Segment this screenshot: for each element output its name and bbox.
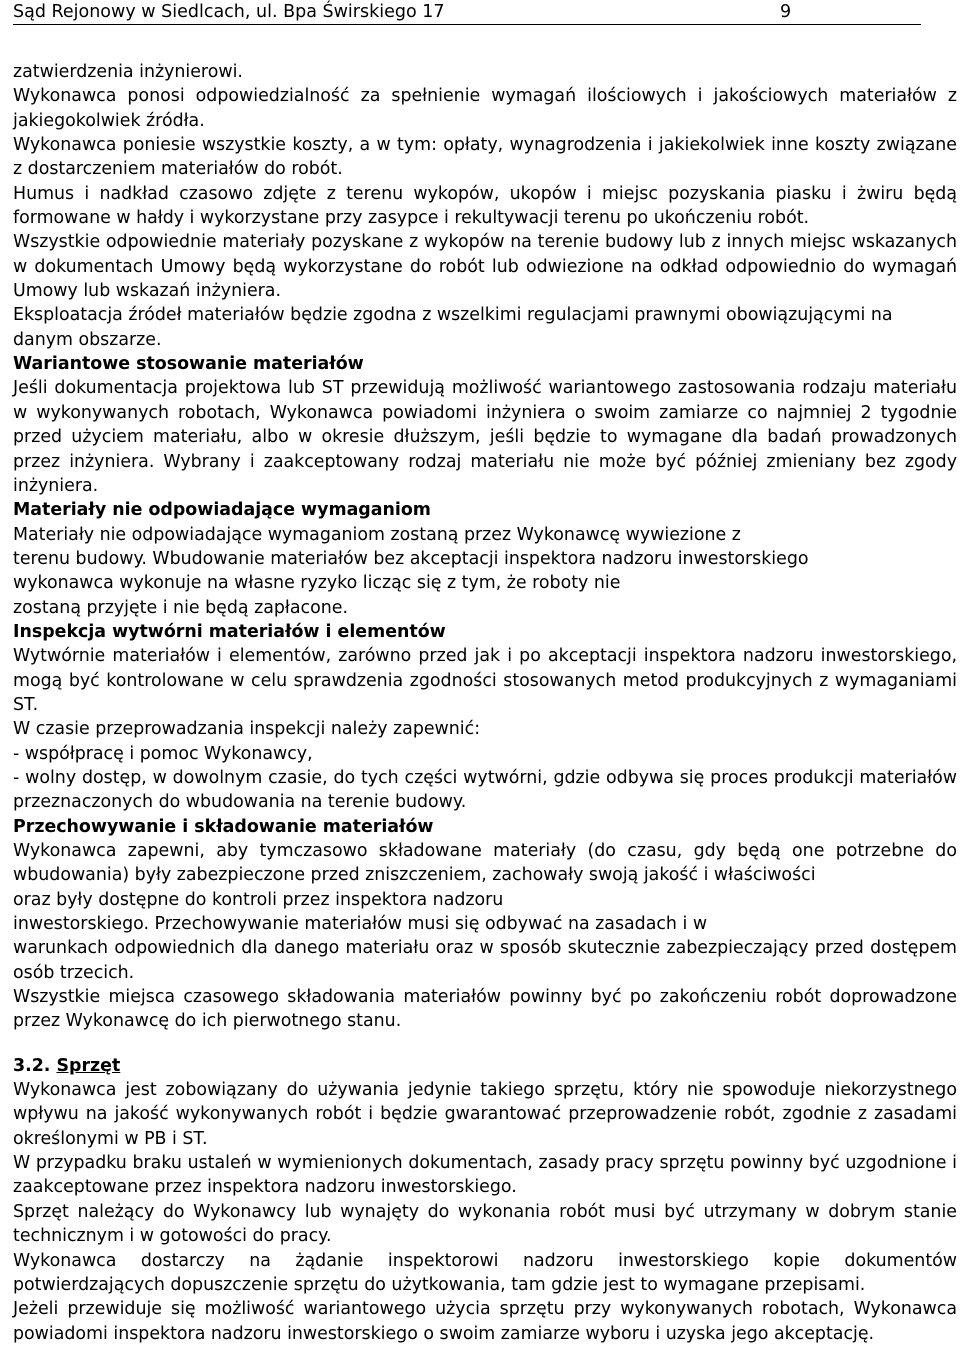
header-court-address: Sąd Rejonowy w Siedlcach, ul. Bpa Świrskiego 17: [13, 2, 445, 22]
paragraph: W czasie przeprowadzania inspekcji należy zapewnić:: [13, 719, 481, 740]
paragraph: Wykonawca zapewni, aby tymczasowo składowane materiały (do czasu, gdy będą one potrzebne do wbudowania) były zabezpieczone przed zniszczeniem, zachowały swoją jakość i właściwości: [13, 841, 957, 886]
paragraph: Wykonawca ponosi odpowiedzialność za spełnienie wymagań ilościowych i jakościowych materiałów z jakiegokolwiek źródła.: [13, 86, 957, 131]
paragraph: Wytwórnie materiałów i elementów, zarówno przed jak i po akceptacji inspektora nadzoru inwestorskiego, mogą być kontrolowane w celu sprawdzenia zgodności stosowanych metod produkcyjnych z wymaganiami ST.: [13, 646, 957, 715]
paragraph: Wykonawca poniesie wszystkie koszty, a w tym: opłaty, wynagrodzenia i jakiekolwiek inne koszty związane z dostarczeniem materiałów do robót.: [13, 135, 957, 180]
list-item: - wolny dostęp, w dowolnym czasie, do tych części wytwórni, gdzie odbywa się proces produkcji materiałów przeznaczonych do wbudowania na terenie budowy.: [13, 767, 957, 813]
page-header: [13, 0, 921, 25]
list-item: - współpracę i pomoc Wykonawcy,: [13, 743, 313, 764]
paragraph: Eksploatacja źródeł materiałów będzie zgodna z wszelkimi regulacjami prawnymi obowiązującymi na danym obszarze.: [13, 305, 893, 350]
paragraph: Sprzęt należący do Wykonawcy lub wynajęty do wykonania robót musi być utrzymany w dobrym stanie technicznym i w gotowości do pracy.: [13, 1201, 957, 1247]
spacer: [13, 1034, 957, 1054]
paragraph: Wszystkie odpowiednie materiały pozyskane z wykopów na terenie budowy lub z innych miejsc wskazanych w dokumentach Umowy będą wykorzystane do robót lub odwiezione na odkład odpowiednio do wymagań Umowy lub wskazań inżyniera.: [13, 232, 957, 302]
page-number: 9: [780, 2, 792, 22]
subheading-factory-inspection: Inspekcja wytwórni materiałów i elementów: [13, 621, 446, 642]
paragraph: Wykonawca dostarczy na żądanie inspektorowi nadzoru inwestorskiego kopie dokumentów potwierdzających dopuszczenie sprzętu do użytkowania, tam gdzie jest to wymagane przepisami.: [13, 1250, 957, 1295]
paragraph: zatwierdzenia inżynierowi.: [13, 62, 243, 82]
paragraph: Humus i nadkład czasowo zdjęte z terenu wykopów, ukopów i miejsc pozyskania piasku i żwiru będą formowane w hałdy i wykorzystane przy zasypce i rekultywacji terenu po ukończeniu robót.: [13, 183, 957, 229]
paragraph: warunkach odpowiednich dla danego materiału oraz w sposób skutecznie zabezpieczający przed dostępem osób trzecich.: [13, 938, 957, 983]
paragraph: zostaną przyjęte i nie będą zapłacone.: [13, 597, 348, 618]
paragraph: Wykonawca jest zobowiązany do używania jedynie takiego sprzętu, który nie spowoduje niekorzystnego wpływu na jakość wykonywanych robót i będzie gwarantować przeprowadzenie robót, zgodnie z zasadami określonymi w PB i ST.: [13, 1080, 957, 1149]
paragraph: Jeśli dokumentacja projektowa lub ST przewidują możliwość wariantowego zastosowania rodzaju materiału w wykonywanych robotach, Wykonawca powiadomi inżyniera o swoim zamiarze co najmniej 2 tygodnie przed użyciem materiału, albo w okresie dłuższym, jeśli będzie to wymagane dla badań prowadzonych przez inżyniera. Wybrany i zaakceptowany rodzaj materiału nie może być później zmieniany bez zgody inżyniera.: [13, 378, 957, 496]
paragraph: Jeżeli przewiduje się możliwość wariantowego użycia sprzętu przy wykonywanych robotach, Wykonawca powiadomi inspektora nadzoru inwestorskiego o swoim zamiarze wyboru i uzyska jego akceptację.: [13, 1299, 957, 1344]
paragraph: inwestorskiego. Przechowywanie materiałów musi się odbywać na zasadach i w: [13, 914, 708, 935]
subheading-variant-materials: Wariantowe stosowanie materiałów: [13, 354, 364, 375]
paragraph: W przypadku braku ustaleń w wymienionych dokumentach, zasady pracy sprzętu powinny być uzgodnione i zaakceptowane przez inspektora nadzoru inwestorskiego.: [13, 1153, 957, 1198]
paragraph: wykonawca wykonuje na własne ryzyko licząc się z tym, że roboty nie: [13, 573, 621, 594]
document-body: [13, 60, 957, 1346]
document-page: [13, 0, 957, 1346]
paragraph: terenu budowy. Wbudowanie materiałów bez akceptacji inspektora nadzoru inwestorskiego: [13, 548, 809, 569]
subheading-nonconforming-materials: Materiały nie odpowiadające wymaganiom: [13, 500, 431, 521]
section-title: Sprzęt: [56, 1055, 121, 1076]
section-number: 3.2.: [13, 1055, 51, 1076]
subheading-storage: Przechowywanie i składowanie materiałów: [13, 816, 434, 837]
section-heading: [13, 1054, 957, 1078]
paragraph: Wszystkie miejsca czasowego składowania materiałów powinny być po zakończeniu robót doprowadzone przez Wykonawcę do ich pierwotnego stanu.: [13, 987, 957, 1032]
paragraph: oraz były dostępne do kontroli przez inspektora nadzoru: [13, 889, 504, 910]
paragraph: Materiały nie odpowiadające wymaganiom zostaną przez Wykonawcę wywiezione z: [13, 524, 741, 545]
